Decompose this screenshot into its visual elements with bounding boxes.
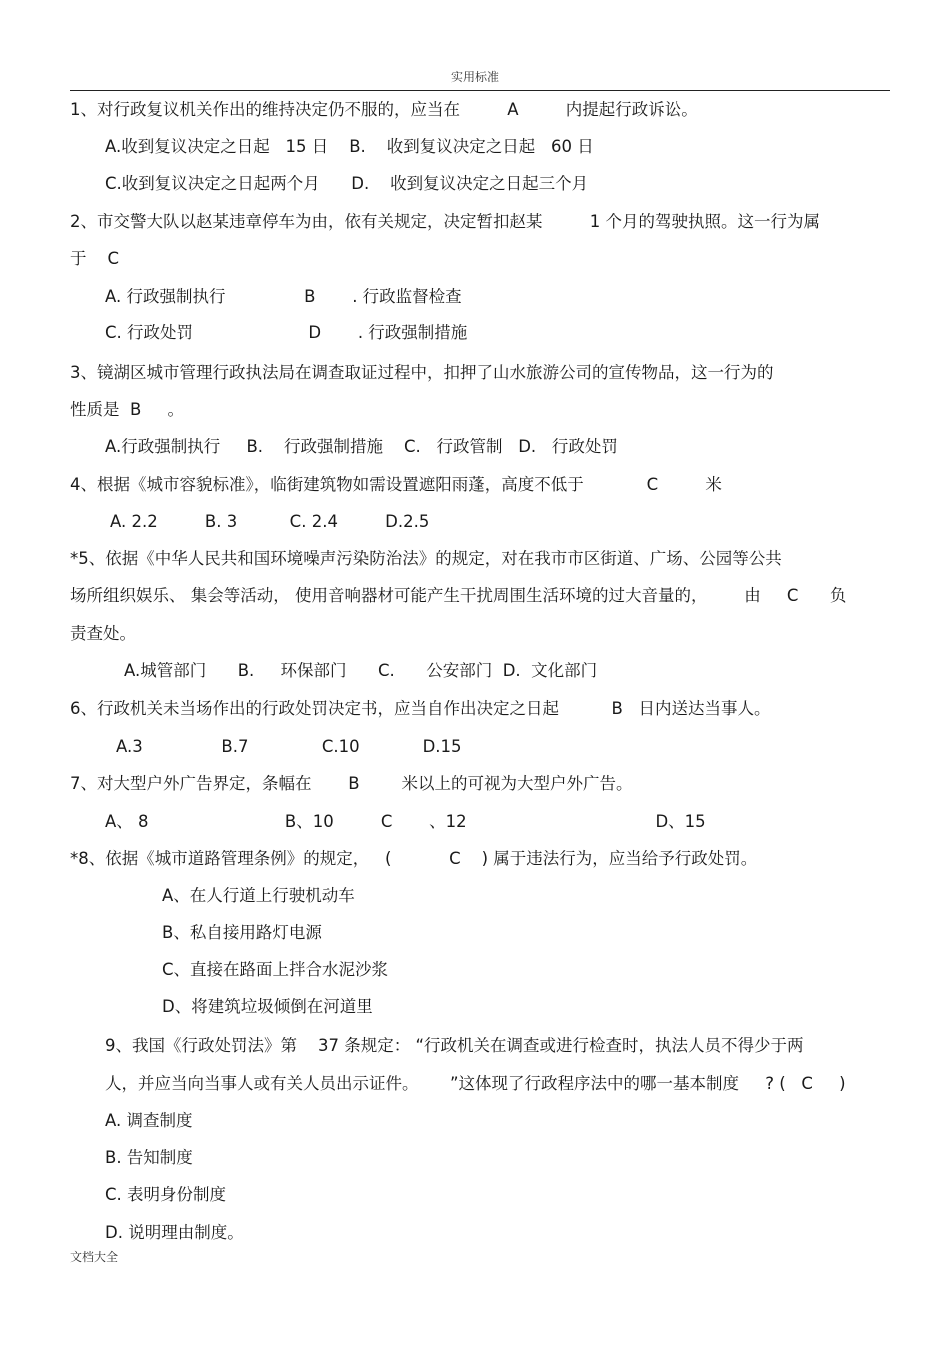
- question-5-cont: 场所组织娱乐、 集会等活动， 使用音响器材可能产生干扰周围生活环境的过大音量的， 由 C 负: [70, 586, 847, 605]
- question-5: *5、依据《中华人民共和国环境噪声污染防治法》的规定，对在我市市区街道、广场、公园等公共: [70, 549, 782, 568]
- question-8-opt-b: B、私自接用路灯电源: [162, 923, 322, 942]
- question-9: 9、我国《行政处罚法》第 37 条规定： “行政机关在调查或进行检查时，执法人员不得少于两: [105, 1036, 804, 1055]
- question-2-opts-cd: C. 行政处罚 D . 行政强制措施: [105, 323, 468, 342]
- question-1-opts-ab: A.收到复议决定之日起 15 日 B. 收到复议决定之日起 60 日: [105, 137, 594, 156]
- question-2: 2、市交警大队以赵某违章停车为由，依有关规定，决定暂扣赵某 1 个月的驾驶执照。这一行为属: [70, 212, 820, 231]
- question-6: 6、行政机关未当场作出的行政处罚决定书，应当自作出决定之日起 B 日内送达当事人。: [70, 699, 771, 718]
- page-header: 实用标准: [450, 70, 499, 84]
- question-8-opt-c: C、直接在路面上拌合水泥沙浆: [162, 960, 389, 979]
- question-4-opts: A. 2.2 B. 3 C. 2.4 D.2.5: [110, 512, 430, 531]
- question-9-opt-a: A. 调查制度: [105, 1111, 193, 1130]
- question-3: 3、镜湖区城市管理行政执法局在调查取证过程中，扣押了山水旅游公司的宣传物品，这一行为的: [70, 363, 774, 382]
- question-5-cont-2: 责查处。: [70, 624, 136, 643]
- question-8: *8、依据《城市道路管理条例》的规定， ( C ) 属于违法行为，应当给予行政处罚。: [70, 849, 758, 868]
- question-9-opt-c: C. 表明身份制度: [105, 1185, 227, 1204]
- question-2-cont: 于 C: [70, 249, 120, 268]
- question-9-cont: 人，并应当向当事人或有关人员出示证件。 ”这体现了行政程序法中的哪一基本制度 ? ( C ): [105, 1074, 846, 1093]
- question-9-opt-d: D. 说明理由制度。: [105, 1223, 244, 1242]
- question-1-opts-cd: C.收到复议决定之日起两个月 D. 收到复议决定之日起三个月: [105, 174, 589, 193]
- question-8-opt-d: D、将建筑垃圾倾倒在河道里: [162, 997, 373, 1016]
- question-7: 7、对大型户外广告界定，条幅在 B 米以上的可视为大型户外广告。: [70, 774, 633, 793]
- question-9-opt-b: B. 告知制度: [105, 1148, 193, 1167]
- header-rule: [70, 90, 890, 91]
- question-3-opts: A.行政强制执行 B. 行政强制措施 C. 行政管制 D. 行政处罚: [105, 437, 618, 456]
- question-6-opts: A.3 B.7 C.10 D.15: [116, 737, 462, 756]
- page-footer: 文档大全: [70, 1250, 119, 1264]
- question-4: 4、根据《城市容貌标准》，临街建筑物如需设置遮阳雨蓬，高度不低于 C 米: [70, 475, 722, 494]
- question-1: 1、对行政复议机关作出的维持决定仍不服的，应当在 A 内提起行政诉讼。: [70, 100, 698, 119]
- question-2-opts-ab: A. 行政强制执行 B . 行政监督检查: [105, 287, 462, 306]
- question-5-opts: A.城管部门 B. 环保部门 C. 公安部门 D. 文化部门: [124, 661, 598, 680]
- question-8-opt-a: A、在人行道上行驶机动车: [162, 886, 355, 905]
- question-7-opts: A、 8 B、10 C 、12 D、15: [105, 812, 706, 831]
- question-3-cont: 性质是 B 。: [70, 400, 185, 419]
